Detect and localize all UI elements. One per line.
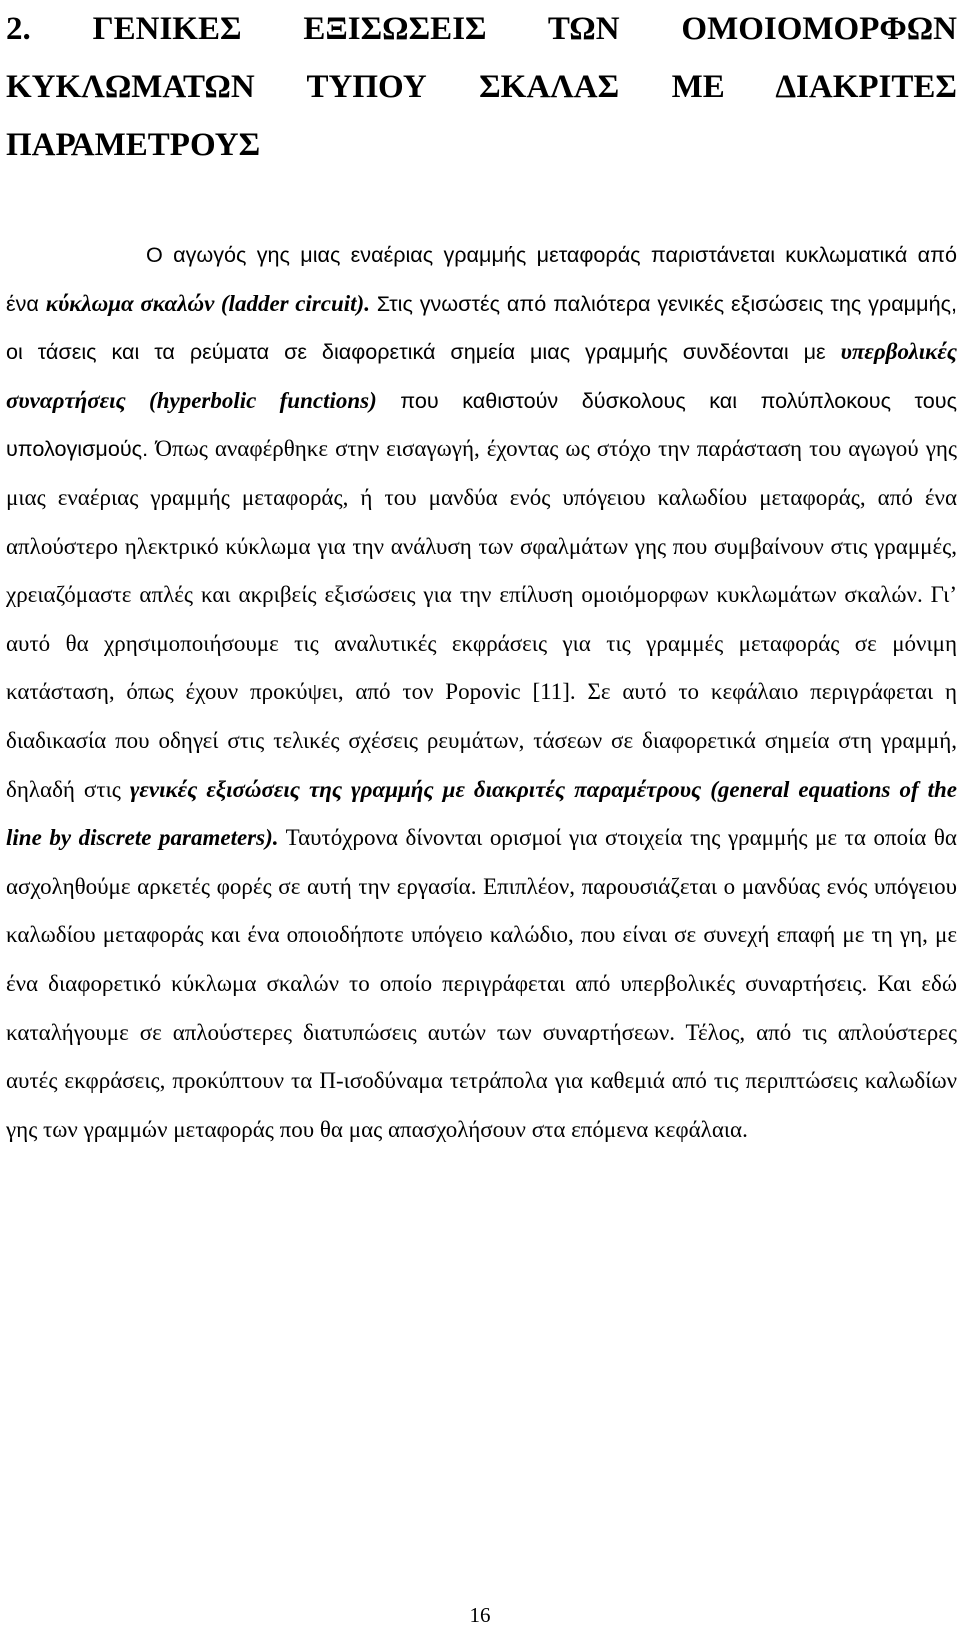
- paragraph-text: Όπως αναφέρθηκε στην εισαγωγή, έχοντας ως στόχο την παράσταση του αγωγού γης μιας εναέριας γραμμής μεταφοράς, ή του μανδύα ενός υπόγειου καλωδίου μεταφοράς, από ένα απλούστερο ηλεκτρικό κύκλωμα για την ανάλυση των σφαλμάτων γης που συμβαίνουν στις γραμμές, χρειαζόμαστε απλές και ακριβείς εξισώσεις για την επίλυση ομοιόμορφων κυκλωμάτων σκαλών. Γι’ αυτό θα χρησιμοποιήσουμε τις αναλυτικές εκφράσεις για τις γραμμές μεταφοράς σε μόνιμη κατάσταση, όπως έχουν προκύψει, από τον: [6, 436, 958, 705]
- citation: Popovic [11].: [445, 679, 576, 705]
- paragraph-text: Σε αυτό το κεφάλαιο περιγράφεται η διαδικασία που οδηγεί στις τελικές σχέσεις ρευμάτων, τάσεων σε διαφορετικά σημεία στη γραμμή, δηλαδή στις: [6, 679, 957, 802]
- term-hyperbolic-functions: υπερβολικές συναρτήσεις (hyperbolic functions): [6, 339, 957, 413]
- body-paragraph: [6, 231, 957, 1154]
- paragraph-text: που καθιστούν δύσκολους και πολύπλοκους τους υπολογισμούς.: [6, 387, 957, 462]
- term-general-equations: γενικές εξισώσεις της γραμμής με διακριτές παραμέτρους (general equations of the line by discrete parameters).: [6, 776, 957, 851]
- section-heading: 2. ΓΕΝΙΚΕΣ ΕΞΙΣΩΣΕΙΣ ΤΩΝ ΟΜΟΙΟΜΟΡΦΩΝ ΚΥΚΛΩΜΑΤΩΝ ΤΥΠΟΥ ΣΚΑΛΑΣ ΜΕ ΔΙΑΚΡΙΤΕΣ ΠΑΡΑΜΕΤΡΟΥΣ: [6, 11, 957, 163]
- page-number: 16: [469, 1603, 491, 1627]
- document-page: [6, 0, 957, 1154]
- paragraph-text: Στις γνωστές από παλιότερα γενικές εξισώσεις της γραμμής, οι τάσεις και τα ρεύματα σε διαφορετικά σημεία μιας γραμμής συνδέονται με: [6, 290, 957, 365]
- paragraph-text: Ο αγωγός γης μιας εναέριας γραμμής μεταφοράς παριστάνεται κυκλωματικά από ένα: [6, 242, 957, 316]
- paragraph-text: Ταυτόχρονα δίνονται ορισμοί για στοιχεία της γραμμής με τα οποία θα ασχοληθούμε αρκετές φορές σε αυτή την εργασία. Επιπλέον, παρουσιάζεται ο μανδύας ενός υπόγειου καλωδίου μεταφοράς και ένα οποιοδήποτε υπόγειο καλώδιο, που είναι σε συνεχή επαφή με τη γη, με ένα διαφορετικό κύκλωμα σκαλών το οποίο περιγράφεται από υπερβολικές συναρτήσεις. Και εδώ καταλήγουμε σε απλούστερες διατυπώσεις αυτών των συναρτήσεων. Τέλος, από τις απλούστερες αυτές εκφράσεις, προκύπτουν τα Π-ισοδύναμα τετράπολα για καθεμιά από τις περιπτώσεις καλωδίων γης των γραμμών μεταφοράς που θα μας απασχολήσουν στα επόμενα κεφάλαια.: [6, 825, 957, 1142]
- term-ladder-circuit: κύκλωμα σκαλών (ladder circuit).: [45, 290, 370, 316]
